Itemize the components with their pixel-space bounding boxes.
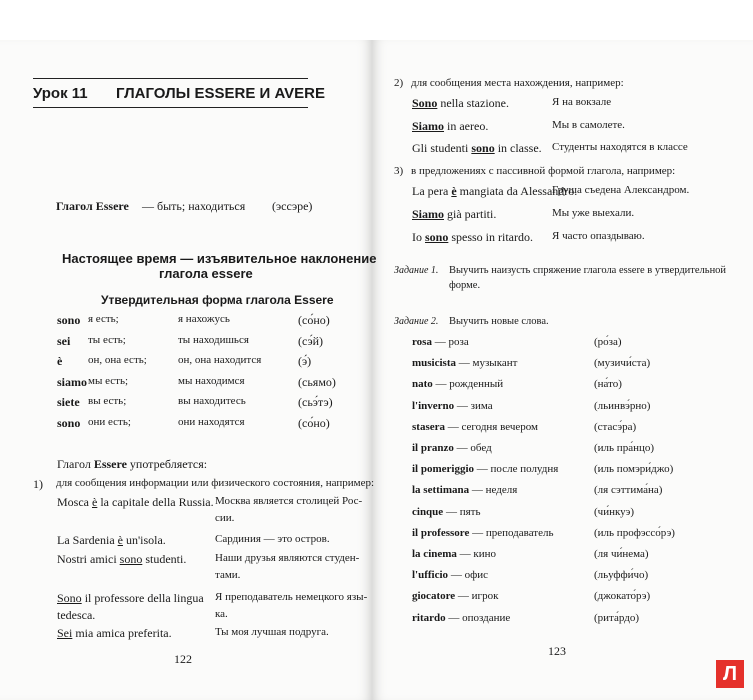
vocab-word: giocatore — [412, 590, 456, 603]
example-italian — [412, 96, 509, 111]
vocab-translation: после полудня — [490, 463, 559, 476]
example-italian — [57, 552, 186, 567]
example-russian: Ты моя лучшая подруга. — [215, 626, 329, 638]
example-text: La Sardenia — [57, 533, 118, 547]
example-italian — [412, 119, 488, 134]
vocab-word: la cinema — [412, 548, 457, 560]
example-italian-cont: tedesca. — [57, 608, 96, 622]
example-russian: Мы уже выехали. — [552, 207, 635, 219]
vocab-pronunciation: (иль помэри́джо) — [594, 463, 674, 476]
conjugation-pronunciation: (э́) — [298, 354, 312, 368]
vocab-translation: игрок — [471, 590, 499, 603]
vocab-entry — [412, 463, 558, 475]
vocab-word: ritardo — [412, 611, 446, 624]
publisher-logo: Л — [716, 660, 744, 688]
example-russian: тами. — [215, 569, 241, 581]
vocab-entry — [412, 378, 503, 390]
vocab-pronunciation: (ля сэттима́на) — [594, 484, 663, 497]
example-italian — [412, 207, 496, 222]
page-number-right: 123 — [548, 644, 566, 658]
vocab-word: l'inverno — [412, 399, 455, 412]
item-3-text: в предложениях с пассивной формой глагола, например: — [411, 165, 676, 177]
vocab-entry — [412, 336, 469, 348]
item-3-number: 3) — [394, 165, 404, 177]
example-russian: Студенты находятся в классе — [552, 141, 688, 153]
example-text: La pera — [412, 184, 452, 198]
item-2-number: 2) — [394, 77, 404, 89]
vocab-entry — [412, 442, 492, 454]
vocab-translation: рожденный — [449, 378, 504, 391]
vocab-dash: — — [431, 336, 449, 348]
conjugation-meaning-2: мы находимся — [178, 374, 245, 387]
vocab-dash: — — [454, 399, 471, 412]
usage-intro: Глагол Essere употребляется: — [57, 457, 208, 471]
vocab-pronunciation: (музичи́ста) — [594, 357, 651, 370]
example-russian: Мы в самолете. — [552, 119, 625, 131]
example-text: Nostri amici — [57, 552, 120, 566]
vocab-dash: — — [448, 569, 465, 582]
conjugation-form: sei — [57, 333, 71, 348]
conjugation-pronunciation: (сэ́й) — [298, 333, 324, 348]
vocab-translation: офис — [464, 569, 488, 582]
example-text: mia amica preferita. — [72, 626, 172, 640]
vocab-word: la settimana — [412, 484, 470, 497]
vocab-word: stasera — [412, 420, 445, 433]
vocab-pronunciation: (стасэ́ра) — [594, 420, 637, 433]
vocab-translation: пять — [459, 505, 481, 518]
conjugation-form: sono — [57, 415, 81, 430]
conjugation-form: è — [57, 354, 63, 368]
vocab-translation: опоздание — [462, 611, 511, 624]
vocab-dash: — — [474, 463, 491, 476]
vocab-word: musicista — [412, 357, 456, 370]
vocab-word: rosa — [412, 336, 432, 348]
vocab-entry — [412, 484, 517, 496]
example-text: in classe. — [494, 141, 542, 155]
vocab-pronunciation: (джокато́рэ) — [594, 590, 651, 603]
vocab-pronunciation: (ля чи́нема) — [594, 548, 649, 560]
conjugation-pronunciation: (сьямо) — [298, 374, 336, 389]
example-russian: Я на вокзале — [552, 96, 612, 108]
conjugation-meaning-1: ты есть; — [88, 333, 126, 346]
vocab-translation: роза — [448, 336, 469, 348]
verb-form: Siamo — [412, 119, 445, 133]
example-russian: Груша съедена Александром. — [552, 184, 690, 196]
example-text: mangiata da Alessandro. — [456, 184, 578, 198]
lesson-label: Урок 11 — [33, 85, 88, 102]
example-text: studenti. — [142, 552, 187, 566]
verb-form: è — [92, 495, 98, 509]
section-title: Настоящее время — изъявительное наклонение — [62, 251, 377, 266]
example-russian: сии. — [215, 512, 235, 524]
vocab-entry — [412, 357, 517, 369]
vocab-translation: обед — [470, 442, 492, 454]
lesson-title: ГЛАГОЛЫ ESSERE И AVERE — [116, 85, 326, 102]
vocab-pronunciation: (льуффи́чо) — [594, 569, 649, 582]
verb-pronunciation: (эссэре) — [272, 199, 313, 213]
verb-form: Siamo — [412, 207, 445, 221]
example-text: un'isola. — [122, 533, 166, 547]
vocab-word: il pranzo — [412, 442, 454, 454]
example-italian — [57, 533, 166, 548]
task-2-label: Задание 2. — [394, 316, 439, 327]
verb-form: sono — [471, 141, 495, 155]
vocab-translation: кино — [473, 548, 497, 560]
vocab-dash: — — [455, 590, 472, 603]
conjugation-meaning-2: он, она находится — [178, 354, 262, 366]
conjugation-meaning-2: ты находишься — [178, 333, 249, 346]
example-text: Mosca — [57, 495, 92, 509]
conjugation-meaning-1: мы есть; — [88, 374, 129, 387]
example-text: la capitale della Russia. — [97, 495, 214, 509]
conjugation-meaning-1: вы есть; — [88, 395, 127, 407]
verb-form: è — [117, 533, 123, 547]
vocab-pronunciation: (чи́нкуэ) — [594, 505, 635, 518]
example-text: il professore della lingua — [81, 591, 204, 605]
vocab-dash: — — [432, 378, 450, 391]
conjugation-form: sono — [57, 313, 81, 327]
example-italian — [57, 591, 204, 606]
vocab-translation: сегодня вечером — [461, 420, 539, 433]
example-italian — [57, 626, 172, 641]
vocab-entry — [412, 548, 496, 560]
task-1-text-line-2: форме. — [449, 280, 481, 291]
vocab-dash: — — [469, 526, 486, 539]
vocab-entry — [412, 421, 538, 433]
example-russian: ка. — [215, 608, 228, 620]
section-title-line-2: глагола essere — [159, 266, 253, 281]
page-number-left: 122 — [174, 652, 192, 666]
task-1-text: Выучить наизусть спряжение глагола essere в утвердительной — [449, 265, 727, 276]
example-text: nella stazione. — [437, 96, 509, 110]
conjugation-meaning-1: я есть; — [88, 313, 119, 325]
vocab-dash: — — [445, 420, 462, 433]
verb-form: Sei — [57, 626, 73, 640]
vocab-pronunciation: (иль профэссо́рэ) — [594, 526, 675, 539]
vocab-dash: — — [456, 357, 473, 370]
conjugation-pronunciation: (сьэ́тэ) — [298, 395, 333, 409]
verb-form: sono — [425, 230, 449, 244]
item-1-number: 1) — [33, 477, 43, 491]
example-text: già partiti. — [444, 207, 497, 221]
subsection-title: Утвердительная форма глагола Essere — [101, 293, 334, 307]
vocab-pronunciation: (иль пра́нцо) — [594, 442, 655, 454]
title-top-rule — [33, 78, 308, 79]
vocab-word: l'ufficio — [412, 569, 449, 582]
example-italian — [412, 141, 542, 156]
task-1-label: Задание 1. — [394, 265, 439, 276]
vocab-translation: неделя — [485, 484, 518, 497]
conjugation-form: siamo — [57, 374, 87, 389]
vocab-entry — [412, 400, 493, 412]
example-italian — [412, 230, 533, 245]
example-text: in aereo. — [444, 119, 489, 133]
item-1-text: для сообщения информации или физического состояния, например: — [56, 477, 375, 489]
vocab-translation: музыкант — [472, 357, 518, 370]
conjugation-pronunciation: (со́но) — [298, 313, 330, 327]
vocab-entry — [412, 506, 480, 518]
example-text: Io — [412, 230, 425, 244]
conjugation-form: siete — [57, 395, 80, 409]
task-2-text: Выучить новые слова. — [449, 316, 549, 327]
vocab-dash: — — [456, 548, 474, 560]
vocab-word: il pomeriggio — [412, 463, 475, 476]
vocab-word: nato — [412, 378, 433, 391]
verb-form: è — [451, 184, 457, 198]
conjugation-meaning-2: вы находитесь — [178, 395, 246, 407]
verb-word: Глагол Essere — [56, 199, 129, 213]
vocab-pronunciation: (на́то) — [594, 378, 622, 391]
conjugation-meaning-1: они есть; — [88, 415, 131, 428]
verb-form: Sono — [57, 591, 82, 605]
verb-meaning: — быть; находиться — [142, 199, 246, 213]
vocab-pronunciation: (льинвэ́рно) — [594, 399, 651, 412]
conjugation-meaning-2: я нахожусь — [178, 313, 230, 325]
vocab-entry — [412, 527, 554, 539]
verb-form: sono — [119, 552, 143, 566]
example-text: Gli studenti — [412, 141, 472, 155]
vocab-entry — [412, 590, 498, 602]
example-italian — [57, 495, 214, 510]
vocab-entry — [412, 569, 488, 581]
verb-form: Sono — [412, 96, 438, 110]
vocab-pronunciation: (ро́за) — [594, 336, 622, 348]
title-bottom-rule — [33, 107, 308, 108]
vocab-entry — [412, 612, 510, 624]
conjugation-pronunciation: (со́но) — [298, 415, 330, 430]
example-russian: Сардиния — это остров. — [215, 533, 330, 545]
example-russian: Я часто опаздываю. — [552, 230, 645, 242]
vocab-dash: — — [469, 484, 486, 497]
example-russian: Наши друзья являются студен- — [215, 552, 360, 564]
vocab-dash: — — [443, 505, 460, 518]
example-russian: Москва является столицей Рос- — [215, 495, 363, 507]
vocab-dash: — — [453, 442, 471, 454]
vocab-translation: зима — [470, 399, 493, 412]
example-text: spesso in ritardo. — [448, 230, 533, 244]
vocab-translation: преподаватель — [485, 526, 554, 539]
vocab-pronunciation: (рита́рдо) — [594, 611, 639, 624]
vocab-dash: — — [445, 611, 463, 624]
conjugation-meaning-2: они находятся — [178, 415, 245, 428]
conjugation-meaning-1: он, она есть; — [88, 354, 147, 366]
vocab-word: il professore — [412, 526, 470, 539]
item-2-text: для сообщения места нахождения, например: — [411, 77, 624, 89]
example-russian: Я преподаватель немецкого язы- — [215, 591, 368, 603]
vocab-word: cinque — [412, 505, 444, 518]
